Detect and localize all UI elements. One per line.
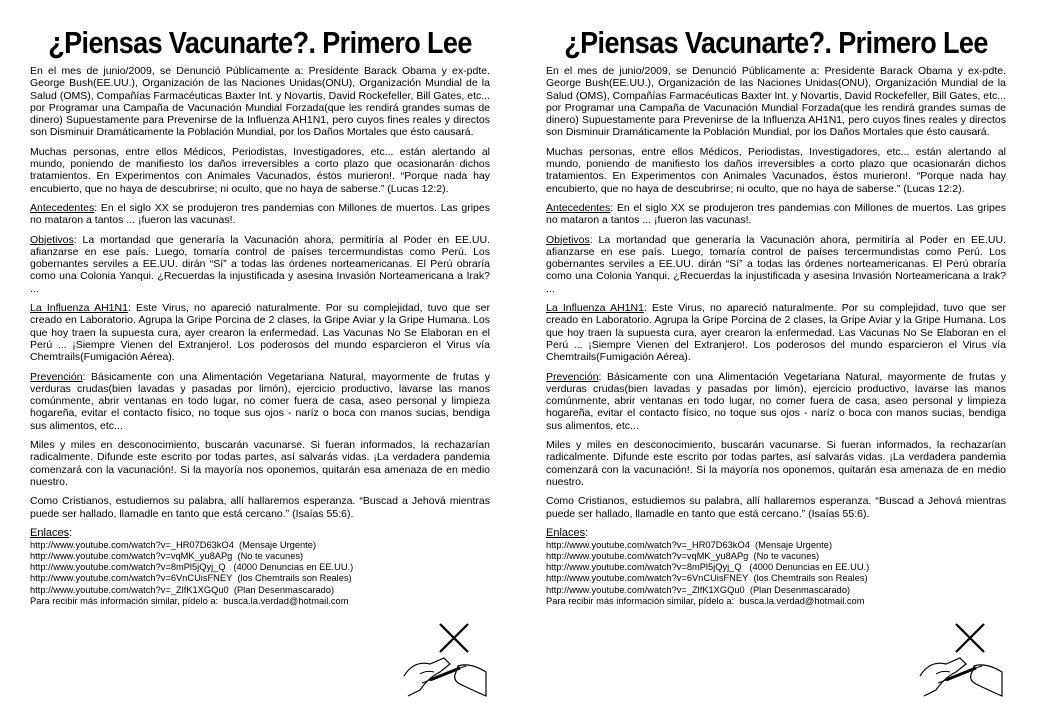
link-item[interactable]: http://www.youtube.com/watch?v=vqMK_yu8APg (No te vacunes) — [546, 551, 820, 561]
cristianos-paragraph: Como Cristianos, estudiemos su palabra, allí hallaremos esperanza. “Buscad a Jehová mientras puede ser hallado, llamadle en tanto que está cercano.” (Isaías 55:6). — [30, 495, 490, 520]
influenza-text: : Este Virus, no apareció naturalmente. Por su complejidad, tuvo que ser creado en Laboratorio. Agrupa la Gripe Porcina de 2 clases, la Gripe Aviar y la Gripe Humana. Los que hoy traen la supuesta cura, ayer crearon la enfermedad. Las Vacunas No Se Elaboran en el Perú ... ¡Siempre Vienen del Extranjero!. Los poderosos del mundo esparcieron el Virus vía Chemtrails(Fumigación Aérea). — [546, 302, 1006, 364]
objetivos-text: : La mortandad que generaría la Vacunación ahora, permitiría al Poder en EE.UU. afianzarse en ese país. Luego, tomaría control de países tercermundistas como Perú. Los gobernantes serviles a EE.UU. dirán “Sí” a todas las órdenes norteamericanas. El Perú obraría como una Colonia Yanqui. ¿Recuerdas la injustificada y asesina Invasión Norteamericana a Irak? ... — [546, 233, 1006, 295]
objetivos-label: Objetivos — [546, 233, 590, 246]
link-item[interactable]: http://www.youtube.com/watch?v=6VnCUisFNEY (los Chemtrails son Reales) — [30, 573, 352, 584]
link-item[interactable]: http://www.youtube.com/watch?v=8mPl5jQyj_Q (4000 Denuncias en EE.UU.) — [30, 562, 354, 573]
prevencion-text: : Básicamente con una Alimentación Vegetariana Natural, mayormente de frutas y verduras crudas(bien lavadas y pasadas por limón), ejercicio productivo, lavarse las manos comúnmente, abrir ventanas en todo lugar, no comer fuera de casa, aseo personal y limpieza hogareña, evitar el contacto físico, no toque sus ojos - naríz o boca con manos sucias, bendiga sus alimentos, etc... — [546, 370, 1006, 432]
link-item[interactable]: http://www.youtube.com/watch?v=6VnCUisFNEY (los Chemtrails son Reales) — [546, 573, 868, 584]
influenza-label: La Influenza AH1N1 — [546, 302, 644, 315]
antecedentes-text: : En el siglo XX se produjeron tres pandemias con Millones de muertos. Las gripes no mataron a tantos ... ¡fueron las vacunas!. — [546, 201, 1006, 227]
alert-paragraph: Muchas personas, entre ellos Médicos, Periodistas, Investigadores, etc... están alertando al mundo, poniendo de manifiesto los daños irreversibles a corto plazo que ocasionarán dichos tratamientos. En Experimentos con Animales Vacunados, éstos murieron!. “Porque nada hay encubierto, que no haya de descubrirse; ni oculto, que no haya de saberse.” (Lucas 12:2). — [546, 145, 1006, 195]
miles-paragraph: Miles y miles en desconocimiento, buscarán vacunarse. Si fueran informados, la rechazarían radicalmente. Difunde este escrito por todas partes, así salvarás vidas. ¡La verdadera pandemia comenzará con la vacunación!. Si la mayoría nos oponemos, quitarán esa amenaza de en medio nuestro. — [546, 439, 1006, 488]
prevencion-paragraph — [30, 371, 490, 432]
enlaces-heading: Enlaces: — [30, 526, 73, 539]
prevencion-text: : Básicamente con una Alimentación Vegetariana Natural, mayormente de frutas y verduras crudas(bien lavadas y pasadas por limón), ejercicio productivo, lavarse las manos comúnmente, abrir ventanas en todo lugar, no comer fuera de casa, aseo personal y limpieza hogareña, evitar el contacto físico, no toque sus ojos - naríz o boca con manos sucias, bendiga sus alimentos, etc... — [30, 370, 490, 432]
influenza-paragraph — [546, 302, 1006, 363]
crossed-syringe-hand-icon — [916, 620, 1006, 700]
link-item[interactable]: http://www.youtube.com/watch?v=_ZlfK1XGQu0 (Plan Desenmascarado) — [546, 584, 851, 595]
prevencion-paragraph — [546, 371, 1006, 432]
enlaces-list — [30, 540, 490, 607]
flyer-right — [546, 28, 1006, 718]
objetivos-label: Objetivos — [30, 233, 74, 246]
objetivos-text: : La mortandad que generaría la Vacunación ahora, permitiría al Poder en EE.UU. afianzarse en ese país. Luego, tomaría control de países tercermundistas como Perú. Los gobernantes serviles a EE.UU. dirán “Sí” a todas las órdenes norteamericanas. El Perú obraría como una Colonia Yanqui. ¿Recuerdas la injustificada y asesina Invasión Norteamericana a Irak? ... — [30, 233, 490, 295]
antecedentes-text: : En el siglo XX se produjeron tres pandemias con Millones de muertos. Las gripes no mataron a tantos ... ¡fueron las vacunas!. — [30, 201, 490, 227]
influenza-text: : Este Virus, no apareció naturalmente. Por su complejidad, tuvo que ser creado en Laboratorio. Agrupa la Gripe Porcina de 2 clases, la Gripe Aviar y la Gripe Humana. Los que hoy traen la supuesta cura, ayer crearon la enfermedad. Las Vacunas No Se Elaboran en el Perú ... ¡Siempre Vienen del Extranjero!. Los poderosos del mundo esparcieron el Virus vía Chemtrails(Fumigación Aérea). — [30, 302, 490, 364]
miles-paragraph: Miles y miles en desconocimiento, buscarán vacunarse. Si fueran informados, la rechazarían radicalmente. Difunde este escrito por todas partes, así salvarás vidas. ¡La verdadera pandemia comenzará con la vacunación!. Si la mayoría nos oponemos, quitarán esa amenaza de en medio nuestro. — [30, 439, 490, 488]
link-item[interactable]: http://www.youtube.com/watch?v=_HR07D63kO4 (Mensaje Urgente) — [546, 539, 833, 550]
objetivos-paragraph — [30, 234, 490, 295]
enlaces-list — [546, 540, 1006, 607]
antecedentes-paragraph — [30, 202, 490, 227]
contact-email[interactable]: busca.la.verdad@hotmail.com — [739, 595, 865, 606]
intro-paragraph: En el mes de junio/2009, se Denunció Públicamente a: Presidente Barack Obama y ex-pdte. George Bush(EE.UU.), Organización de las Naciones Unidas(ONU), Organización Mundial de la Salud (OMS), Compañías Farmacéuticas Baxter Int. y Novartis, David Rockefeller, Bill Gates, etc... por Programar una Campaña de Vacunación Mundial Forzada(que les rendirá grandes sumas de dinero) Supuestamente para Prevenirse de la Influenza AH1N1, pero cuyos fines reales y directos son Disminuir Dramáticamente la Población Mundial, por los Daños Mortales que ésto causará. — [546, 65, 1006, 139]
prevencion-label: Prevención — [546, 370, 599, 383]
flyer-title: ¿Piensas Vacunarte?. Primero Lee — [48, 28, 472, 60]
prevencion-label: Prevención — [30, 370, 83, 383]
cristianos-paragraph: Como Cristianos, estudiemos su palabra, allí hallaremos esperanza. “Buscad a Jehová mientras puede ser hallado, llamadle en tanto que está cercano.” (Isaías 55:6). — [546, 495, 1006, 520]
antecedentes-label: Antecedentes — [546, 201, 611, 214]
intro-paragraph: En el mes de junio/2009, se Denunció Públicamente a: Presidente Barack Obama y ex-pdte. George Bush(EE.UU.), Organización de las Naciones Unidas(ONU), Organización Mundial de la Salud (OMS), Compañías Farmacéuticas Baxter Int. y Novartis, David Rockefeller, Bill Gates, etc... por Programar una Campaña de Vacunación Mundial Forzada(que les rendirá grandes sumas de dinero) Supuestamente para Prevenirse de la Influenza AH1N1, pero cuyos fines reales y directos son Disminuir Dramáticamente la Población Mundial, por los Daños Mortales que ésto causará. — [30, 65, 490, 139]
link-item[interactable]: http://www.youtube.com/watch?v=vqMK_yu8APg (No te vacunes) — [30, 551, 304, 561]
contact-email[interactable]: busca.la.verdad@hotmail.com — [223, 595, 349, 606]
flyer-left — [30, 28, 490, 718]
influenza-label: La Influenza AH1N1 — [30, 302, 128, 315]
contact-line: Para recibir más información similar, pídelo a: busca.la.verdad@hotmail.com — [30, 595, 349, 606]
link-item[interactable]: http://www.youtube.com/watch?v=8mPl5jQyj_Q (4000 Denuncias en EE.UU.) — [546, 562, 870, 573]
flyer-title: ¿Piensas Vacunarte?. Primero Lee — [564, 28, 988, 60]
alert-paragraph: Muchas personas, entre ellos Médicos, Periodistas, Investigadores, etc... están alertando al mundo, poniendo de manifiesto los daños irreversibles a corto plazo que ocasionarán dichos tratamientos. En Experimentos con Animales Vacunados, éstos murieron!. “Porque nada hay encubierto, que no haya de descubrirse; ni oculto, que no haya de saberse.” (Lucas 12:2). — [30, 145, 490, 195]
objetivos-paragraph — [546, 234, 1006, 295]
antecedentes-label: Antecedentes — [30, 201, 95, 214]
crossed-syringe-hand-icon — [400, 620, 490, 700]
influenza-paragraph — [30, 302, 490, 363]
link-item[interactable]: http://www.youtube.com/watch?v=_ZlfK1XGQu0 (Plan Desenmascarado) — [30, 584, 335, 595]
link-item[interactable]: http://www.youtube.com/watch?v=_HR07D63kO4 (Mensaje Urgente) — [30, 539, 317, 550]
contact-line: Para recibir más información similar, pídelo a: busca.la.verdad@hotmail.com — [546, 595, 865, 606]
enlaces-heading: Enlaces: — [546, 526, 589, 539]
antecedentes-paragraph — [546, 202, 1006, 227]
